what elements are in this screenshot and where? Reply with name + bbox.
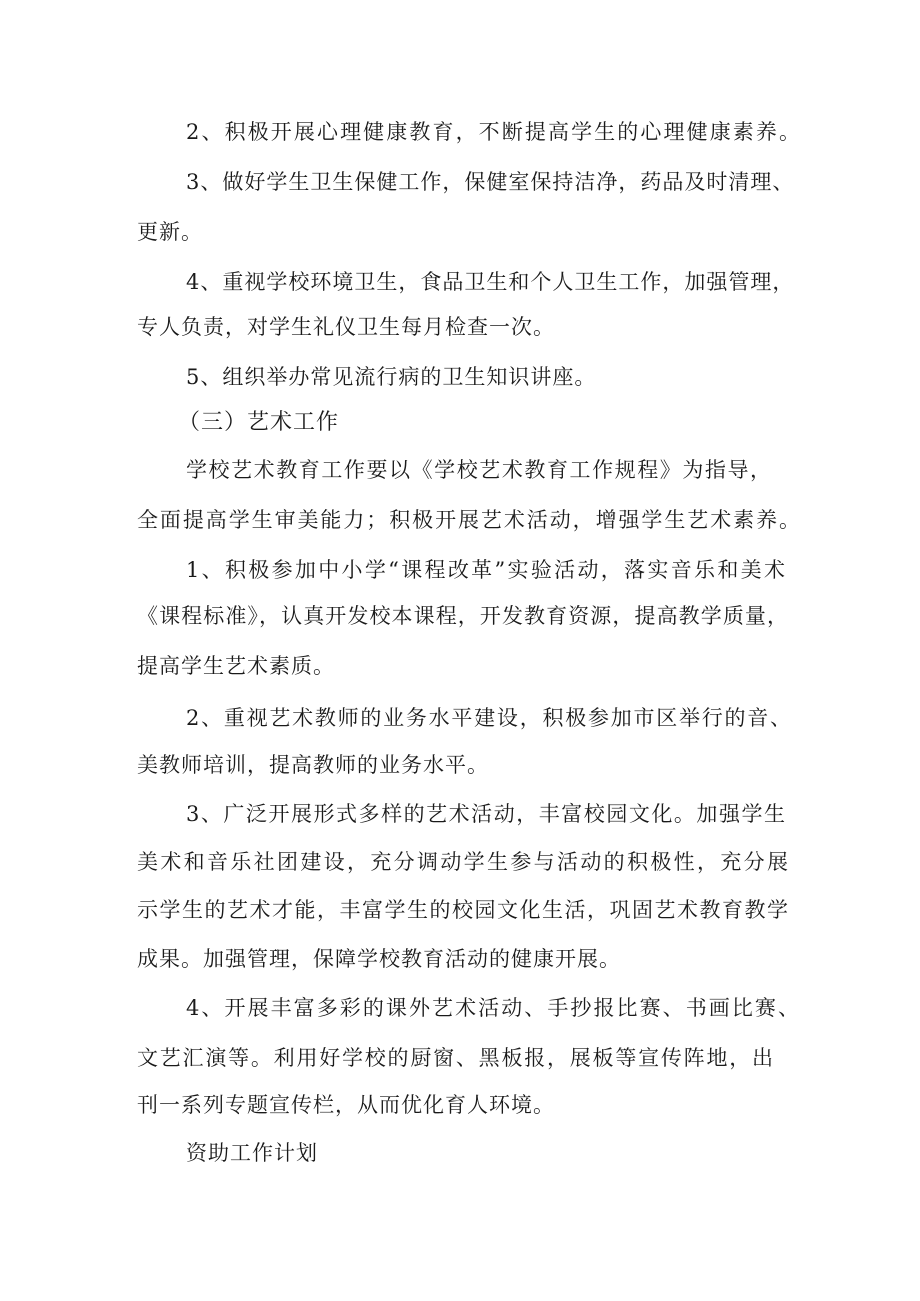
paragraph-line: 4、重视学校环境卫生，食品卫生和个人卫生工作，加强管理， [186, 270, 795, 294]
paragraph-line: 成果。加强管理，保障学校教育活动的健康开展。 [137, 947, 621, 971]
paragraph-line: 美术和音乐社团建设，充分调动学生参与活动的积极性，充分展 [137, 850, 789, 874]
paragraph-line: 专人负责，对学生礼仪卫生每月检查一次。 [137, 315, 555, 339]
paragraph-line: 资助工作计划 [186, 1141, 318, 1165]
paragraph-line: 全面提高学生审美能力；积极开展艺术活动，增强学生艺术素养。 [137, 508, 801, 532]
paragraph-line: 2、积极开展心理健康教育，不断提高学生的心理健康素养。 [186, 120, 801, 144]
paragraph-line: 5、组织举办常见流行病的卫生知识讲座。 [186, 365, 597, 389]
paragraph-line: 文艺汇演等。利用好学校的厨窗、黑板报，展板等宣传阵地，出 [137, 1046, 774, 1070]
paragraph-line: 学校艺术教育工作要以《学校艺术教育工作规程》为指导， [186, 458, 772, 482]
paragraph-line: 提高学生艺术素质。 [137, 654, 335, 678]
paragraph-line: 4、开展丰富多彩的课外艺术活动、手抄报比赛、书画比赛、 [186, 996, 800, 1020]
paragraph-line: 更新。 [137, 220, 203, 244]
paragraph-line: 美教师培训，提高教师的业务水平。 [137, 753, 489, 777]
paragraph-line: 1、积极参加中小学“课程改革”实验活动，落实音乐和美术 [186, 558, 786, 582]
paragraph-line: 3、做好学生卫生保健工作，保健室保持洁净，药品及时清理、 [186, 170, 795, 194]
paragraph-line: 刊一系列专题宣传栏，从而优化育人环境。 [137, 1093, 555, 1117]
section-heading: （三）艺术工作 [178, 410, 340, 435]
paragraph-line: 示学生的艺术才能，丰富学生的校园文化生活，巩固艺术教育教学 [137, 898, 789, 922]
paragraph-line: 2、重视艺术教师的业务水平建设，积极参加市区举行的音、 [186, 706, 792, 730]
paragraph-line: 3、广泛开展形式多样的艺术活动，丰富校园文化。加强学生 [186, 802, 786, 826]
paragraph-line: 《课程标准》，认真开发校本课程，开发教育资源，提高教学质量， [137, 604, 789, 628]
